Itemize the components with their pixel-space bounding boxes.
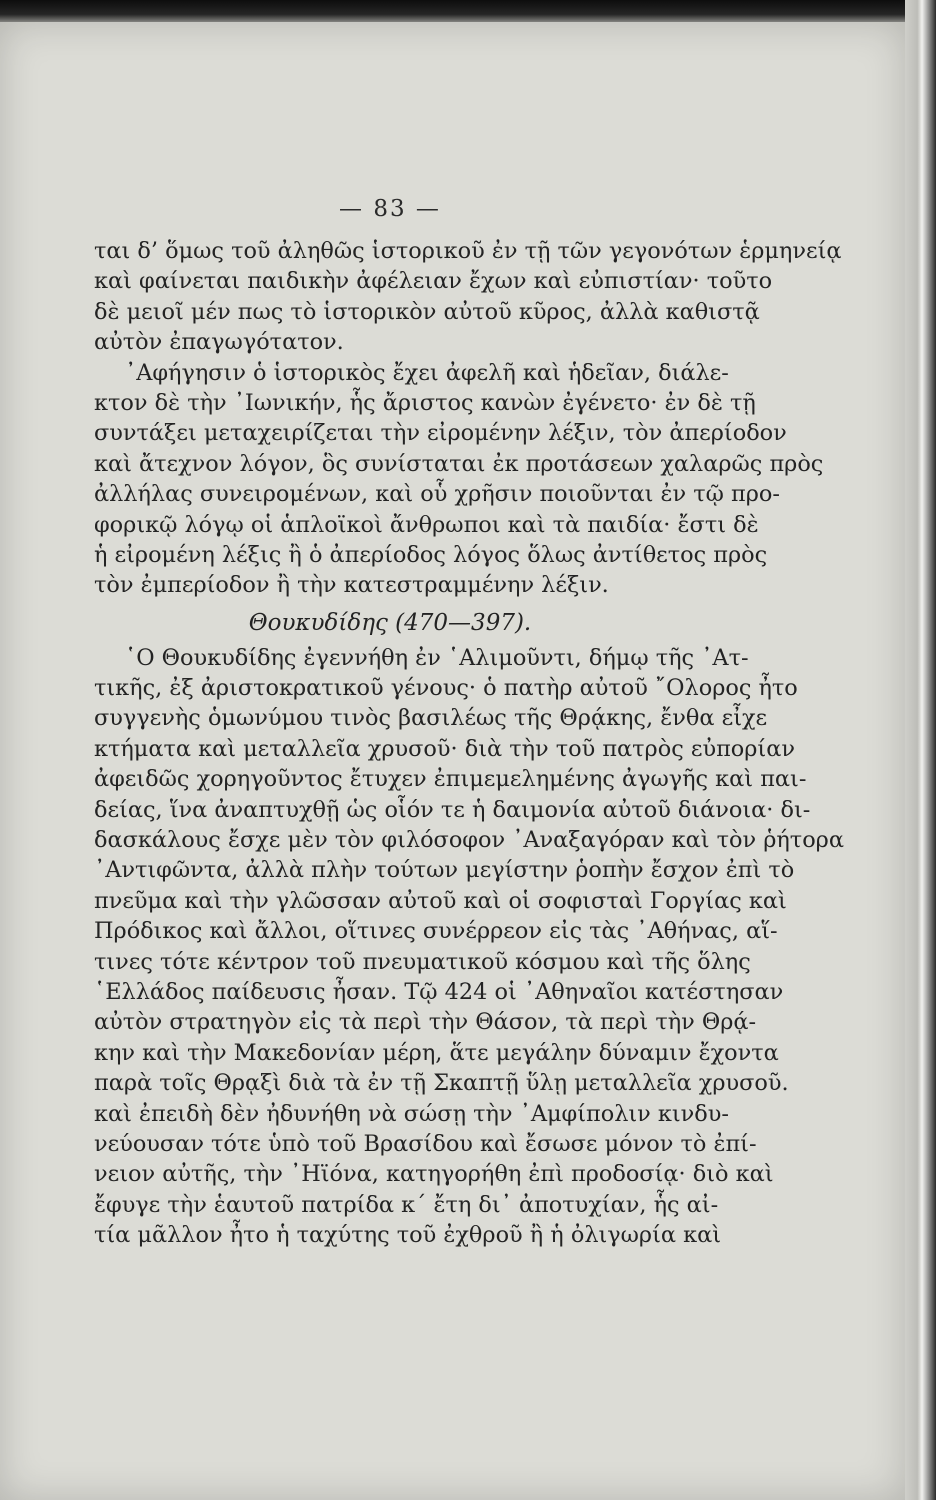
text-line: ἀφειδῶς χορηγοῦντος ἔτυχεν ἐπιμεμελημένης ἀγωγῆς καὶ παι- bbox=[94, 766, 807, 793]
text-line: κην καὶ τὴν Μακεδονίαν μέρη, ἅτε μεγάλην δύναμιν ἔχοντα bbox=[94, 1039, 779, 1066]
text-line: νειον αὐτῆς, τὴν ᾿Ηϊόνα, κατηγορήθη ἐπὶ προδοσίᾳ· διὸ καὶ bbox=[94, 1161, 774, 1188]
text-line: τία μᾶλλον ἦτο ἡ ταχύτης τοῦ ἐχθροῦ ἢ ἡ ὀλιγωρία καὶ bbox=[94, 1222, 722, 1249]
text-line: δὲ μειοῖ μέν πως τὸ ἱστορικὸν αὐτοῦ κῦρος, ἀλλὰ καθιστᾷ bbox=[94, 298, 760, 325]
page-body bbox=[94, 236, 844, 1251]
text-line: ῾Ελλάδος παίδευσις ἦσαν. Τῷ 424 οἱ ᾿Αθηναῖοι κατέστησαν bbox=[94, 978, 784, 1005]
text-line: κτον δὲ τὴν ᾿Ιωνικήν, ἧς ἄριστος κανὼν ἐγένετο· ἐν δὲ τῇ bbox=[94, 389, 756, 416]
text-line: φορικῷ λόγῳ οἱ ἁπλοϊκοὶ ἄνθρωποι καὶ τὰ παιδία· ἔστι δὲ bbox=[94, 511, 759, 538]
text-line: πνεῦμα καὶ τὴν γλῶσσαν αὐτοῦ καὶ οἱ σοφισταὶ Γοργίας καὶ bbox=[94, 887, 787, 914]
text-line: καὶ ἄτεχνον λόγον, ὃς συνίσταται ἐκ προτάσεων χαλαρῶς πρὸς bbox=[94, 450, 824, 477]
text-line: δασκάλους ἔσχε μὲν τὸν φιλόσοφον ᾿Αναξαγόραν καὶ τὸν ῥήτορα bbox=[94, 827, 844, 854]
text-line: ἔφυγε τὴν ἑαυτοῦ πατρίδα κ΄ ἔτη δι᾿ ἀποτυχίαν, ἧς αἰ- bbox=[94, 1191, 719, 1218]
text-line: αὐτὸν ἐπαγωγότατον. bbox=[94, 329, 344, 356]
text-line: τινες τότε κέντρον τοῦ πνευματικοῦ κόσμου καὶ τῆς ὅλης bbox=[94, 948, 751, 975]
page-right-edge bbox=[905, 0, 936, 1500]
text-line: συντάξει μεταχειρίζεται τὴν εἰρομένην λέξιν, τὸν ἀπερίοδον bbox=[94, 420, 787, 447]
text-line: ται δ’ ὅμως τοῦ ἀληθῶς ἱστορικοῦ ἐν τῇ τῶν γεγονότων ἑρμηνείᾳ bbox=[94, 238, 842, 264]
text-line: νεύουσαν τότε ὑπὸ τοῦ Βρασίδου καὶ ἔσωσε μόνον τὸ ἐπί- bbox=[94, 1130, 757, 1157]
text-line: ῾Ο Θουκυδίδης ἐγεννήθη ἐν ῾Αλιμοῦντι, δήμῳ τῆς ᾿Ατ- bbox=[125, 644, 749, 671]
text-line: ᾿Αντιφῶντα, ἀλλὰ πλὴν τούτων μεγίστην ῥοπὴν ἔσχον ἐπὶ τὸ bbox=[94, 857, 795, 884]
text-line: Πρόδικος καὶ ἄλλοι, οἵτινες συνέρρεον εἰς τὰς ᾿Αθήνας, αἵ- bbox=[94, 918, 778, 945]
text-line: αὐτὸν στρατηγὸν εἰς τὰ περὶ τὴν Θάσον, τὰ περὶ τὴν Θρᾴ- bbox=[94, 1009, 757, 1036]
text-line: τικῆς, ἐξ ἀριστοκρατικοῦ γένους· ὁ πατὴρ αὐτοῦ ῎Ολορος ἦτο bbox=[94, 675, 798, 702]
text-line: ᾿Αφήγησιν ὁ ἱστορικὸς ἔχει ἀφελῆ καὶ ἡδεῖαν, διάλε- bbox=[125, 359, 729, 386]
text-line: τὸν ἐμπερίοδον ἢ τὴν κατεστραμμένην λέξιν. bbox=[94, 572, 609, 599]
text-line: ἀλλήλας συνειρομένων, καὶ οὗ χρῆσιν ποιοῦνται ἐν τῷ προ- bbox=[94, 481, 780, 508]
text-line: καὶ φαίνεται παιδικὴν ἀφέλειαν ἔχων καὶ εὐπιστίαν· τοῦτο bbox=[94, 268, 773, 295]
section-heading: Θουκυδίδης (470—397). bbox=[248, 609, 532, 636]
page-number: — 83 — bbox=[339, 196, 441, 222]
text-line: δείας, ἵνα ἀναπτυχθῇ ὡς οἷόν τε ἡ δαιμονία αὐτοῦ διάνοια· δι- bbox=[94, 796, 811, 823]
scan-top-edge bbox=[0, 0, 936, 24]
text-line: ἡ εἰρομένη λέξις ἢ ὁ ἀπερίοδος λόγος ὅλως ἀντίθετος πρὸς bbox=[94, 541, 768, 568]
text-line: κτήματα καὶ μεταλλεῖα χρυσοῦ· διὰ τὴν τοῦ πατρὸς εὐπορίαν bbox=[94, 735, 795, 762]
text-line: συγγενὴς ὁμωνύμου τινὸς βασιλέως τῆς Θρᾴκης, ἔνθα εἶχε bbox=[94, 705, 768, 732]
text-line: παρὰ τοῖς Θρᾳξὶ διὰ τὰ ἐν τῇ Σκαπτῇ ὕλῃ μεταλλεῖα χρυσοῦ. bbox=[94, 1070, 789, 1097]
text-line: καὶ ἐπειδὴ δὲν ἠδυνήθη νὰ σώσῃ τὴν ᾿Αμφίπολιν κινδυ- bbox=[94, 1100, 729, 1127]
